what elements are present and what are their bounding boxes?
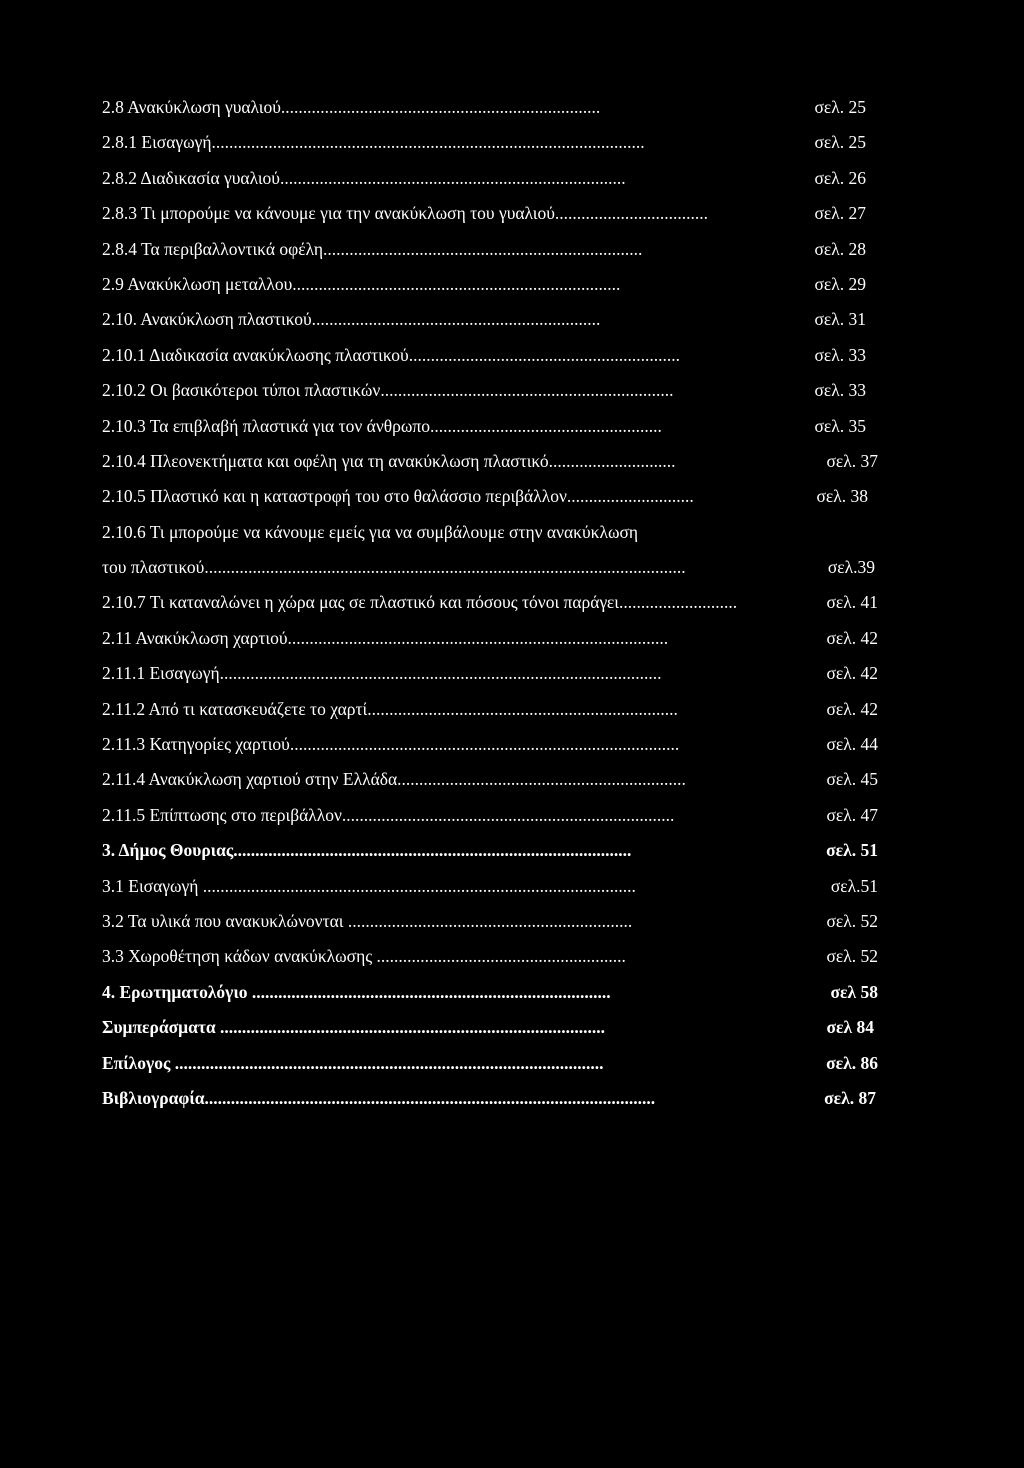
toc-entry-page: σελ. 86 bbox=[826, 1052, 878, 1073]
toc-entry-page: σελ. 33 bbox=[814, 344, 866, 365]
toc-entry-title: 2.10. Ανακύκλωση πλαστικού.................................................................. bbox=[102, 309, 601, 330]
toc-entry-page: σελ. 47 bbox=[826, 804, 878, 825]
toc-entry-title: 3. Δήμος Θουριας........................................................................................... bbox=[102, 840, 632, 861]
toc-entry-page: σελ. 42 bbox=[826, 663, 878, 684]
toc-entry bbox=[102, 945, 878, 967]
toc-entry bbox=[102, 733, 878, 755]
toc-entry-page: σελ. 87 bbox=[824, 1087, 876, 1108]
toc-entry-title: 2.10.1 Διαδικασία ανακύκλωσης πλαστικού.............................................................. bbox=[102, 344, 680, 365]
toc-entry-title: 3.2 Τα υλικά που ανακυκλώνονται ................................................................. bbox=[102, 910, 633, 931]
toc-entry-title: 2.8.4 Τα περιβαλλοντικά οφέλη......................................................................... bbox=[102, 238, 643, 259]
toc-entry-page: σελ.39 bbox=[827, 557, 875, 578]
toc-entry-title: 4. Ερωτηματολόγιο .................................................................................. bbox=[102, 981, 611, 1002]
toc-entry bbox=[102, 591, 878, 613]
toc-entry-title: 2.8 Ανακύκλωση γυαλιού......................................................................... bbox=[102, 97, 601, 117]
toc-entry-title: 2.11.4 Ανακύκλωση χαρτιού στην Ελλάδα.................................................................. bbox=[102, 769, 686, 790]
toc-entry-page: σελ. 38 bbox=[816, 486, 868, 507]
toc-entry-title: 2.8.3 Τι μπορούμε να κάνουμε για την ανακύκλωση του γυαλιού................................... bbox=[102, 203, 709, 224]
toc-entry-page: σελ. 52 bbox=[826, 946, 878, 967]
toc-entry-title: Βιβλιογραφία....................................................................................................... bbox=[102, 1087, 656, 1108]
toc-entry bbox=[102, 450, 878, 472]
toc-entry-page: σελ. 25 bbox=[814, 132, 866, 153]
toc-entry-page: σελ 58 bbox=[830, 981, 878, 1002]
toc-entry-title: 2.11.2 Από τι κατασκευάζετε το χαρτί....................................................................... bbox=[102, 698, 678, 719]
toc-entry-title: 2.10.2 Οι βασικότεροι τύποι πλαστικών................................................................... bbox=[102, 380, 674, 401]
toc-entry-title: 3.1 Εισαγωγή ................................................................................................... bbox=[102, 875, 636, 896]
toc-entry-title: 2.11 Ανακύκλωση χαρτιού....................................................................................... bbox=[102, 627, 669, 648]
toc-entry-page: σελ.51 bbox=[830, 875, 878, 896]
toc-entry-page: σελ. 33 bbox=[814, 380, 866, 401]
toc-entry-page: σελ. 44 bbox=[826, 734, 878, 755]
toc-entry bbox=[102, 96, 866, 118]
toc-entry-title: 2.8.2 Διαδικασία γυαλιού............................................................................... bbox=[102, 167, 626, 188]
toc-entry-title: 2.10.4 Πλεονεκτήματα και οφέλη για τη ανακύκλωση πλαστικό............................. bbox=[102, 450, 676, 471]
toc-entry-page: σελ. 45 bbox=[826, 769, 878, 790]
toc-entry bbox=[102, 521, 882, 543]
toc-entry bbox=[102, 344, 866, 366]
toc-entry-title: 2.9 Ανακύκλωση μεταλλου........................................................................... bbox=[102, 273, 621, 294]
toc-entry bbox=[102, 981, 878, 1003]
toc-entry-page: σελ. 42 bbox=[826, 627, 878, 648]
toc-entry bbox=[102, 202, 866, 224]
toc-entry-page: σελ. 42 bbox=[826, 698, 878, 719]
toc-entry bbox=[102, 804, 878, 826]
toc-entry bbox=[102, 415, 866, 437]
toc-entry bbox=[102, 1087, 876, 1109]
toc-entry bbox=[102, 167, 866, 189]
toc-entry-title: Συμπεράσματα ........................................................................................ bbox=[102, 1017, 606, 1038]
toc-entry bbox=[102, 1016, 874, 1038]
toc-entry-page: σελ. 29 bbox=[814, 273, 866, 294]
toc-entry-title: 2.10.5 Πλαστικό και η καταστροφή του στο θαλάσσιο περιβάλλον............................. bbox=[102, 486, 694, 507]
toc-entry-page: σελ. 28 bbox=[814, 238, 866, 259]
toc-entry bbox=[102, 308, 866, 330]
toc-entry bbox=[102, 910, 878, 932]
table-of-contents bbox=[102, 96, 882, 1122]
toc-entry bbox=[102, 698, 878, 720]
toc-entry-page: σελ. 51 bbox=[826, 840, 878, 861]
toc-entry bbox=[102, 273, 866, 295]
toc-entry bbox=[102, 485, 868, 507]
toc-entry bbox=[102, 238, 866, 260]
toc-entry bbox=[102, 768, 878, 790]
toc-entry-title: Επίλογος .................................................................................................. bbox=[102, 1052, 604, 1073]
toc-entry bbox=[102, 556, 875, 578]
toc-entry-page: σελ. 31 bbox=[814, 309, 866, 330]
toc-entry-page: σελ. 25 bbox=[814, 97, 866, 117]
toc-entry-title: 3.3 Χωροθέτηση κάδων ανακύκλωσης ......................................................... bbox=[102, 946, 626, 967]
toc-entry bbox=[102, 662, 878, 684]
toc-entry bbox=[102, 379, 866, 401]
toc-entry-title: 2.10.6 Τι μπορούμε να κάνουμε εμείς για να συμβάλουμε στην ανακύκλωση bbox=[102, 521, 639, 542]
toc-entry-page: σελ 84 bbox=[826, 1017, 874, 1038]
toc-entry-title: του πλαστικού.............................................................................................................. bbox=[102, 557, 686, 578]
toc-entry bbox=[102, 1052, 878, 1074]
toc-entry-page: σελ. 27 bbox=[814, 203, 866, 224]
toc-entry-page: σελ. 35 bbox=[814, 415, 866, 436]
toc-entry-title: 2.8.1 Εισαγωγή................................................................................................... bbox=[102, 132, 645, 153]
toc-entry-page: σελ. 52 bbox=[826, 910, 878, 931]
toc-entry-page: σελ. 41 bbox=[826, 592, 878, 613]
toc-entry-title: 2.10.3 Τα επιβλαβή πλαστικά για τον άνθρωπο..................................................... bbox=[102, 415, 662, 436]
toc-entry-title: 2.10.7 Τι καταναλώνει η χώρα μας σε πλαστικό και πόσους τόνοι παράγει........................... bbox=[102, 592, 738, 613]
toc-entry-page: σελ. 37 bbox=[826, 450, 878, 471]
toc-entry bbox=[102, 839, 878, 861]
toc-entry bbox=[102, 627, 878, 649]
toc-entry bbox=[102, 131, 866, 153]
toc-entry-title: 2.11.5 Επίπτωσης στο περιβάλλον............................................................................ bbox=[102, 804, 675, 825]
toc-entry bbox=[102, 875, 878, 897]
toc-entry-page: σελ. 26 bbox=[814, 167, 866, 188]
toc-entry-title: 2.11.1 Εισαγωγή..................................................................................................... bbox=[102, 663, 662, 684]
toc-entry-title: 2.11.3 Κατηγορίες χαρτιού......................................................................................... bbox=[102, 734, 680, 755]
